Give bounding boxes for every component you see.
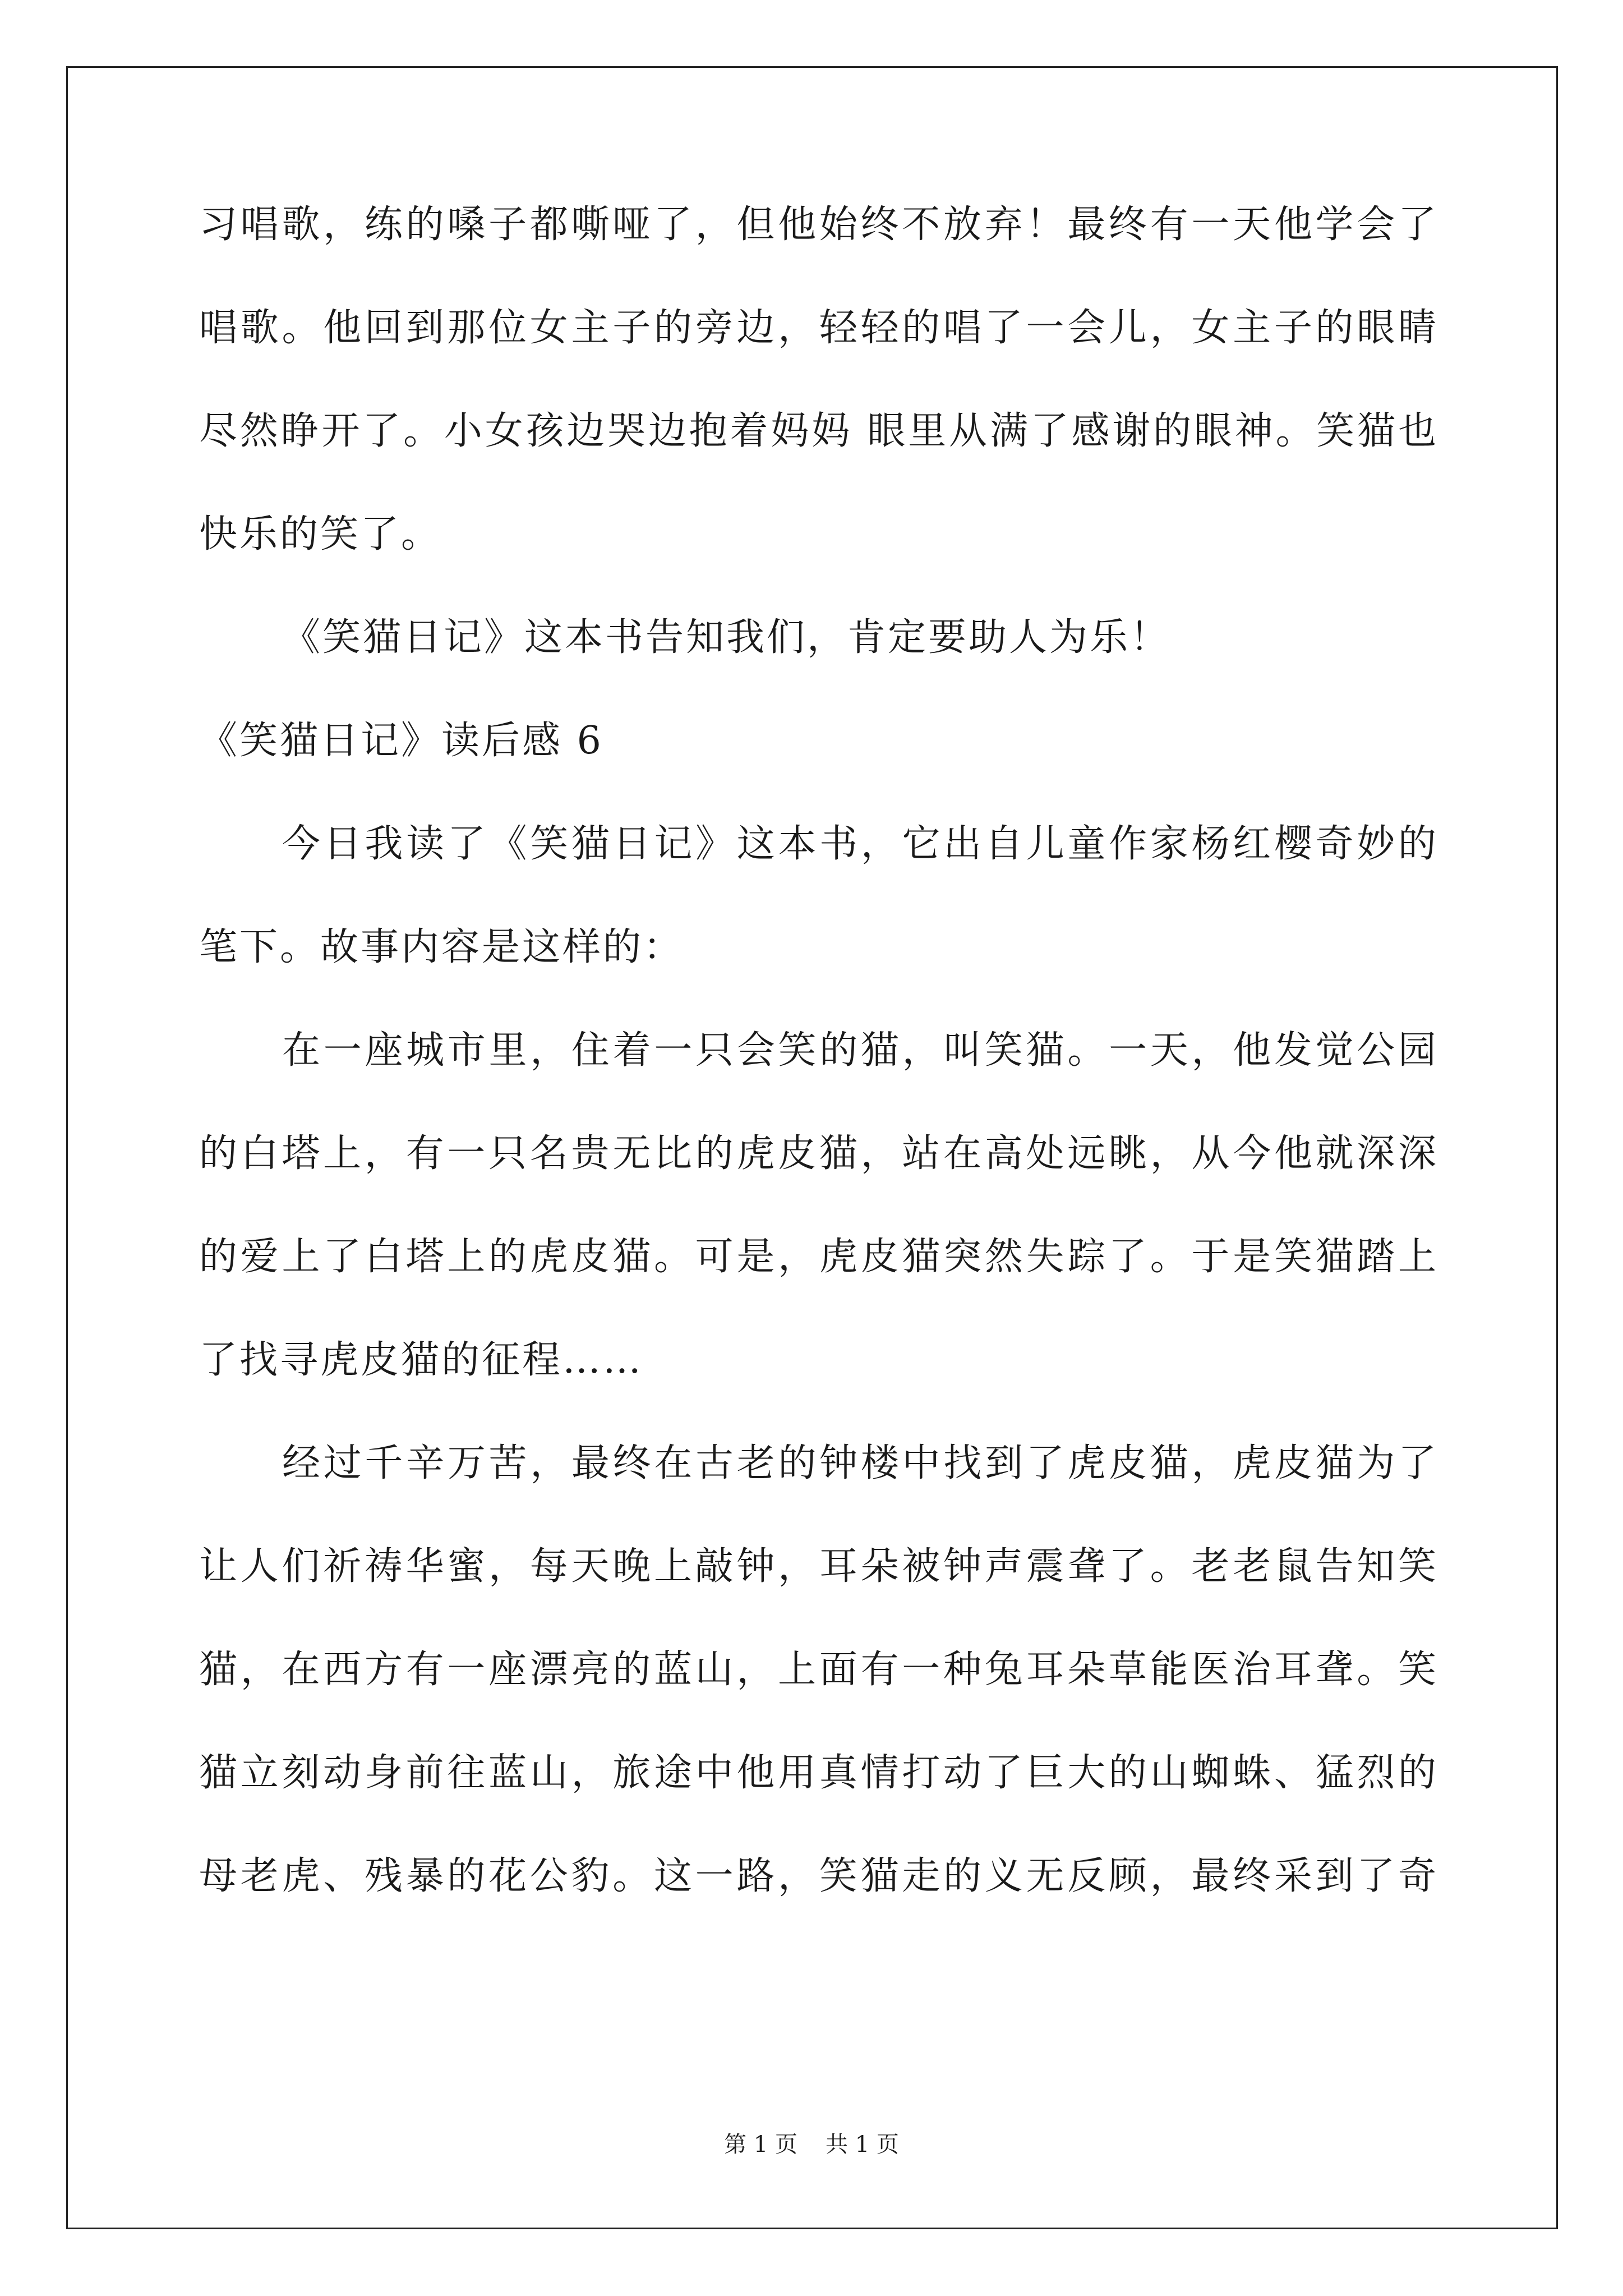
- text-line: 的白塔上，有一只名贵无比的虎皮猫，站在高处远眺，从今他就深深: [199, 1131, 1438, 1176]
- text-line: 今日我读了《笑猫日记》这本书，它出自儿童作家杨红樱奇妙的: [282, 822, 1438, 866]
- text-line: 唱歌。他回到那位女主子的旁边，轻轻的唱了一会儿，女主子的眼睛: [199, 306, 1438, 350]
- text-line: 笔下。故事内容是这样的：: [199, 925, 684, 969]
- text-line: 快乐的笑了。: [199, 512, 442, 556]
- text-line: 的爱上了白塔上的虎皮猫。可是，虎皮猫突然失踪了。于是笑猫踏上: [199, 1235, 1438, 1279]
- text-line: 在一座城市里，住着一只会笑的猫，叫笑猫。一天，他发觉公园: [282, 1028, 1438, 1073]
- text-line: 母老虎、残暴的花公豹。这一路，笑猫走的义无反顾，最终采到了奇: [199, 1854, 1438, 1898]
- text-line: 经过千辛万苦，最终在古老的钟楼中找到了虎皮猫，虎皮猫为了: [282, 1441, 1438, 1485]
- text-line: 了找寻虎皮猫的征程……: [199, 1338, 644, 1382]
- page-footer: [0, 2128, 1623, 2161]
- page-total: 共 1 页: [826, 2132, 899, 2157]
- text-line: 习唱歌，练的嗓子都嘶哑了，但他始终不放弃！最终有一天他学会了: [199, 203, 1438, 247]
- page-number: 第 1 页: [724, 2132, 797, 2157]
- text-line: 猫，在西方有一座漂亮的蓝山，上面有一种兔耳朵草能医治耳聋。笑: [199, 1648, 1438, 1692]
- text-line: 尽然睁开了。小女孩边哭边抱着妈妈 眼里从满了感谢的眼神。笑猫也: [199, 409, 1438, 453]
- text-line: 让人们祈祷华蜜，每天晚上敲钟，耳朵被钟声震聋了。老老鼠告知笑: [199, 1544, 1438, 1589]
- text-line: 猫立刻动身前往蓝山，旅途中他用真情打动了巨大的山蜘蛛、猛烈的: [199, 1751, 1438, 1795]
- text-line: 《笑猫日记》这本书告知我们，肯定要助人为乐！: [282, 615, 1171, 660]
- section-heading: 《笑猫日记》读后感 6: [199, 719, 603, 763]
